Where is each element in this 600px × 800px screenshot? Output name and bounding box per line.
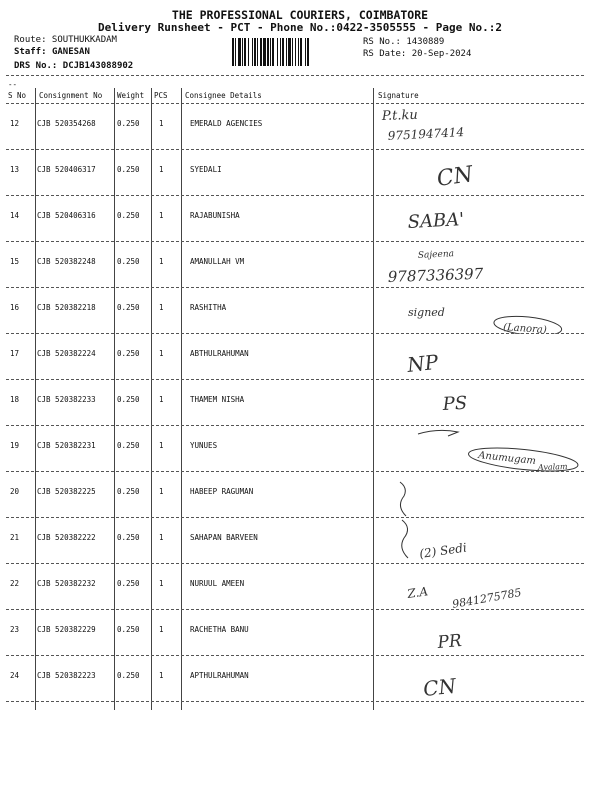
table-row (0, 610, 600, 656)
pcs-cell: 1 (159, 349, 164, 358)
consignment-number-cell: CJB 520354268 (37, 119, 96, 128)
signature-text: Avalam (537, 461, 568, 472)
col-consignee-header: Consignee Details (185, 91, 262, 100)
serial-number-cell: 22 (10, 579, 20, 588)
pcs-cell: 1 (159, 487, 164, 496)
signature-text: P.t.ku (381, 107, 418, 124)
col-signature-header: Signature (378, 91, 419, 100)
staff-value: GANESAN (51, 47, 90, 57)
table-row (0, 196, 600, 242)
consignee-cell: RACHETHA BANU (190, 625, 249, 634)
signature-cell (378, 104, 588, 150)
serial-number-cell: 12 (10, 119, 20, 128)
signature-text: 9751947414 (387, 125, 465, 143)
signature-text: PR (436, 630, 463, 653)
serial-number-cell: 16 (10, 303, 20, 312)
signature-text: NP (406, 349, 440, 377)
signature-text: signed (408, 306, 445, 319)
weight-cell: 0.250 (117, 487, 140, 496)
runsheet-subtitle: Delivery Runsheet - PCT - Phone No.:0422-3505555 - Page No.:2 (98, 21, 502, 34)
consignment-number-cell: CJB 520382223 (37, 671, 96, 680)
drs-label: DRS No.: (14, 61, 58, 71)
consignee-cell: RAJABUNISHA (190, 211, 240, 220)
serial-number-cell: 15 (10, 257, 20, 266)
pcs-cell: 1 (159, 625, 164, 634)
staff-label: Staff: (14, 47, 47, 57)
table-row (0, 288, 600, 334)
signature-text: 9787336397 (387, 264, 484, 286)
signature-cell (378, 518, 588, 564)
consignee-cell: THAMEM NISHA (190, 395, 245, 404)
signature-scribble (418, 430, 458, 436)
pcs-cell: 1 (159, 441, 164, 450)
pcs-cell: 1 (159, 303, 164, 312)
route-text: Route: SOUTHUKKADAM (14, 35, 117, 45)
signature-text: Z.A (406, 584, 429, 601)
consignment-number-cell: CJB 520382229 (37, 625, 96, 634)
weight-cell: 0.250 (117, 119, 140, 128)
signature-cell (378, 610, 588, 656)
signature-cell (378, 196, 588, 242)
table-row (0, 656, 600, 702)
table-row (0, 518, 600, 564)
signature-text: SABA' (407, 209, 465, 233)
consignee-cell: RASHITHA (190, 303, 227, 312)
serial-number-cell: 17 (10, 349, 20, 358)
col-consignment-header: Consignment No (39, 91, 103, 100)
drs-line (14, 61, 133, 71)
signature-text: CN (422, 673, 458, 701)
signature-text: (2) Sedi (418, 540, 468, 561)
pcs-cell: 1 (159, 211, 164, 220)
barcode-image (230, 38, 358, 66)
consignment-number-cell: CJB 520382222 (37, 533, 96, 542)
signature-cell (378, 656, 588, 702)
top-marker: -- (8, 80, 18, 89)
signature-cell (378, 150, 588, 196)
col-sno-header: S No (8, 91, 27, 100)
consignee-cell: APTHULRAHUMAN (190, 671, 249, 680)
rs-number: RS No.: 1430889 (363, 37, 445, 47)
table-row (0, 380, 600, 426)
consignment-number-cell: CJB 520406316 (37, 211, 96, 220)
signature-text: CN (435, 162, 475, 192)
header-top-divider (6, 75, 584, 76)
signature-cell (378, 288, 588, 334)
signature-cell (378, 334, 588, 380)
serial-number-cell: 21 (10, 533, 20, 542)
signature-text: Anumugam (477, 450, 537, 468)
weight-cell: 0.250 (117, 349, 140, 358)
consignee-cell: YUNUES (190, 441, 218, 450)
pcs-cell: 1 (159, 579, 164, 588)
consignee-cell: EMERALD AGENCIES (190, 119, 263, 128)
consignee-cell: HABEEP RAGUMAN (190, 487, 254, 496)
pcs-cell: 1 (159, 119, 164, 128)
consignment-number-cell: CJB 520382218 (37, 303, 96, 312)
signature-cell (378, 472, 588, 518)
pcs-cell: 1 (159, 533, 164, 542)
pcs-cell: 1 (159, 671, 164, 680)
weight-cell: 0.250 (117, 625, 140, 634)
signature-text: 9841275785 (451, 585, 523, 610)
table-row (0, 150, 600, 196)
weight-cell: 0.250 (117, 257, 140, 266)
signature-cell (378, 380, 588, 426)
signature-text: PS (442, 392, 468, 415)
serial-number-cell: 18 (10, 395, 20, 404)
signature-scribble (402, 520, 408, 558)
weight-cell: 0.250 (117, 579, 140, 588)
signature-text: Sajeena (417, 249, 455, 261)
table-row (0, 334, 600, 380)
consignment-number-cell: CJB 520382248 (37, 257, 96, 266)
row-divider (6, 701, 584, 702)
signature-cell (378, 564, 588, 610)
consignment-number-cell: CJB 520382231 (37, 441, 96, 450)
weight-cell: 0.250 (117, 165, 140, 174)
pcs-cell: 1 (159, 395, 164, 404)
signature-scribble (400, 482, 406, 516)
weight-cell: 0.250 (117, 395, 140, 404)
consignment-number-cell: CJB 520382225 (37, 487, 96, 496)
signature-text: (Lanora) (502, 322, 548, 334)
weight-cell: 0.250 (117, 441, 140, 450)
col-pcs-header: PCS (154, 91, 168, 100)
consignment-number-cell: CJB 520382232 (37, 579, 96, 588)
weight-cell: 0.250 (117, 533, 140, 542)
table-row (0, 104, 600, 150)
table-row (0, 564, 600, 610)
serial-number-cell: 24 (10, 671, 20, 680)
consignment-number-cell: CJB 520406317 (37, 165, 96, 174)
drs-value: DCJB143088902 (62, 61, 134, 71)
serial-number-cell: 20 (10, 487, 20, 496)
col-weight-header: Weight (117, 91, 145, 100)
consignee-cell: SYEDALI (190, 165, 222, 174)
rs-date: RS Date: 20-Sep-2024 (363, 49, 472, 59)
signature-cell (378, 242, 588, 288)
pcs-cell: 1 (159, 165, 164, 174)
serial-number-cell: 23 (10, 625, 20, 634)
weight-cell: 0.250 (117, 211, 140, 220)
consignee-cell: ABTHULRAHUMAN (190, 349, 249, 358)
consignee-cell: NURUUL AMEEN (190, 579, 245, 588)
serial-number-cell: 19 (10, 441, 20, 450)
serial-number-cell: 13 (10, 165, 20, 174)
table-row (0, 472, 600, 518)
consignee-cell: AMANULLAH VM (190, 257, 245, 266)
serial-number-cell: 14 (10, 211, 20, 220)
weight-cell: 0.250 (117, 671, 140, 680)
pcs-cell: 1 (159, 257, 164, 266)
company-title: THE PROFESSIONAL COURIERS, COIMBATORE (171, 8, 429, 22)
consignee-cell: SAHAPAN BARVEEN (190, 533, 258, 542)
staff-line (14, 47, 90, 57)
consignment-number-cell: CJB 520382224 (37, 349, 96, 358)
table-row (0, 242, 600, 288)
signature-cell (378, 426, 588, 472)
consignment-number-cell: CJB 520382233 (37, 395, 96, 404)
weight-cell: 0.250 (117, 303, 140, 312)
table-row (0, 426, 600, 472)
